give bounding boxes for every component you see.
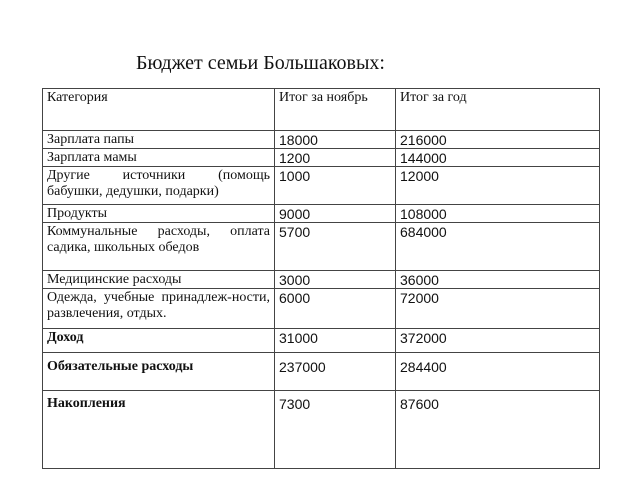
- row-year: 684000: [396, 223, 600, 271]
- row-year: 108000: [396, 205, 600, 223]
- row-november: 3000: [275, 271, 396, 289]
- table-row: [43, 353, 600, 391]
- row-november: 1000: [275, 167, 396, 205]
- row-category: Зарплата папы: [43, 131, 275, 149]
- row-category: Накопления: [43, 391, 275, 469]
- row-year: 216000: [396, 131, 600, 149]
- table-row: [43, 271, 600, 289]
- table-row: [43, 223, 600, 271]
- row-year: 144000: [396, 149, 600, 167]
- row-category: Другие источники (помощь бабушки, дедушки, подарки): [43, 167, 275, 205]
- row-category: Коммунальные расходы, оплата садика, школьных обедов: [43, 223, 275, 271]
- row-november: 1200: [275, 149, 396, 167]
- row-year: 284400: [396, 353, 600, 391]
- row-category: Доход: [43, 329, 275, 353]
- row-november: 31000: [275, 329, 396, 353]
- row-november: 7300: [275, 391, 396, 469]
- row-november: 6000: [275, 289, 396, 329]
- row-category: Продукты: [43, 205, 275, 223]
- row-category: Обязательные расходы: [43, 353, 275, 391]
- header-category: Категория: [43, 89, 275, 131]
- table-row: [43, 167, 600, 205]
- row-november: 237000: [275, 353, 396, 391]
- table-row: [43, 131, 600, 149]
- table-row: [43, 289, 600, 329]
- row-year: 12000: [396, 167, 600, 205]
- table-row: [43, 205, 600, 223]
- row-november: 9000: [275, 205, 396, 223]
- row-category: Одежда, учебные принадлеж-ности, развлечения, отдых.: [43, 289, 275, 329]
- row-year: 87600: [396, 391, 600, 469]
- budget-table: [42, 88, 600, 469]
- row-year: 372000: [396, 329, 600, 353]
- table-row: [43, 329, 600, 353]
- table-header-row: [43, 89, 600, 131]
- row-year: 72000: [396, 289, 600, 329]
- row-category: Зарплата мамы: [43, 149, 275, 167]
- header-year: Итог за год: [396, 89, 600, 131]
- header-november: Итог за ноябрь: [275, 89, 396, 131]
- table-row: [43, 149, 600, 167]
- row-category: Медицинские расходы: [43, 271, 275, 289]
- row-november: 18000: [275, 131, 396, 149]
- table-row: [43, 391, 600, 469]
- row-november: 5700: [275, 223, 396, 271]
- page-title: Бюджет семьи Большаковых:: [136, 52, 385, 74]
- row-year: 36000: [396, 271, 600, 289]
